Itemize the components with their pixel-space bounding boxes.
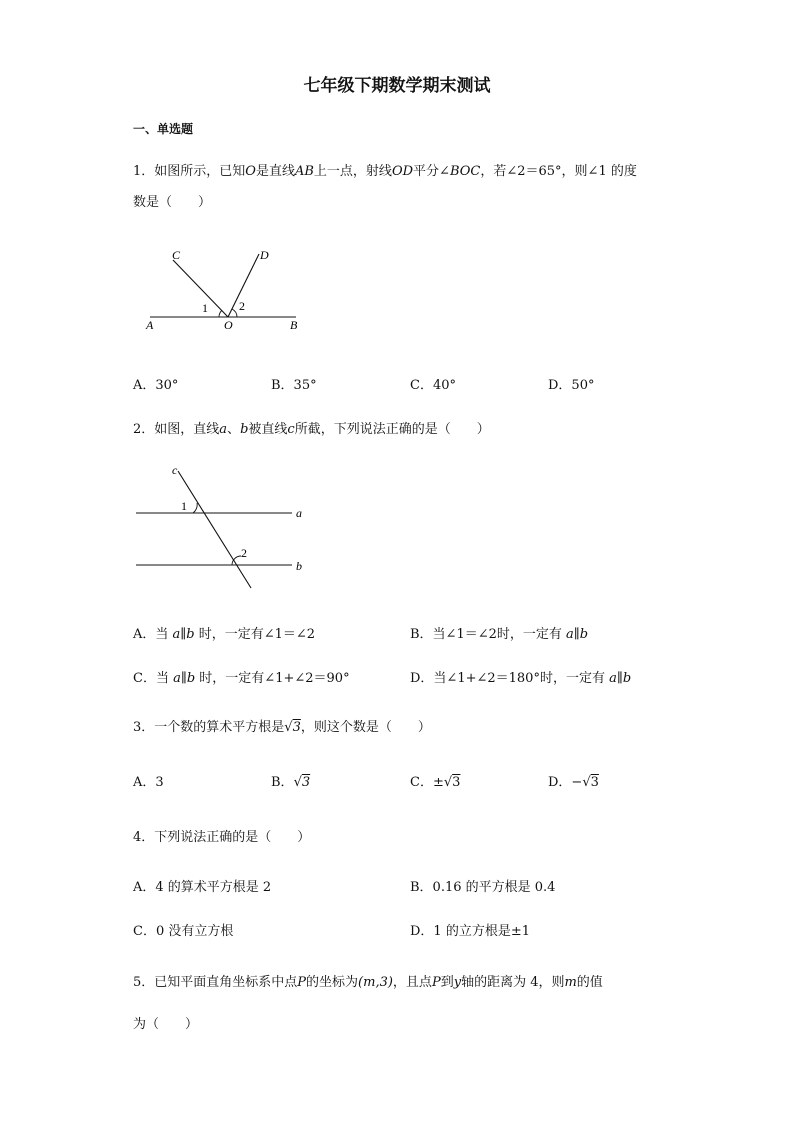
label-b: b [296, 559, 302, 573]
q3-option-c: C．±√3 [410, 775, 461, 790]
label-c: C [172, 248, 181, 262]
line-c [178, 471, 251, 588]
q2-option-c: C．当 a∥b 时，一定有∠1+∠2＝90° [133, 671, 350, 686]
ray-oc [173, 260, 228, 317]
question-5-line-1: 5．已知平面直角坐标系中点P的坐标为(m,3)，且点P到y轴的距离为 4，则m的值 [133, 975, 603, 990]
question-2-figure [130, 460, 320, 595]
q2-option-d: D．当∠1+∠2＝180°时，一定有 a∥b [410, 671, 632, 686]
label-a: a [296, 506, 302, 520]
q4-option-a: A．4 的算术平方根是 2 [133, 880, 272, 895]
label-a: A [146, 318, 154, 332]
label-o: O [224, 318, 233, 332]
q4-option-c: C．0 没有立方根 [133, 924, 234, 939]
section-heading: 一、单选题 [133, 122, 194, 136]
label-c: c [172, 463, 178, 477]
label-b: B [290, 318, 298, 332]
sqrt-icon: √ [284, 720, 293, 735]
q3-option-b: B．√3 [271, 775, 311, 790]
angle-2-arc [232, 556, 241, 565]
q2-option-b: B．当∠1＝∠2时，一定有 a∥b [410, 627, 589, 642]
question-4-text: 4．下列说法正确的是（ ） [133, 830, 311, 845]
q3-option-a: A．3 [133, 775, 164, 790]
q4-option-d: D．1 的立方根是±1 [410, 924, 530, 939]
q1-option-a: A．30° [133, 378, 179, 393]
label-angle-1: 1 [181, 499, 187, 513]
label-angle-2: 2 [239, 299, 245, 313]
angle-2-arc [232, 309, 237, 317]
sqrt-icon: √ [293, 775, 302, 790]
label-angle-1: 1 [202, 301, 208, 315]
page-title: 七年级下期数学期末测试 [303, 76, 491, 96]
angle-1-arc [219, 311, 222, 318]
q2-option-a: A．当 a∥b 时，一定有∠1＝∠2 [133, 627, 316, 642]
question-1-line-2: 数是（ ） [133, 195, 212, 210]
sqrt-icon: √ [443, 775, 453, 790]
label-angle-2: 2 [241, 546, 247, 560]
q3-option-d: D．−√3 [548, 775, 599, 790]
angle-1-arc [193, 503, 197, 513]
question-1-line-1: 1．如图所示，已知O是直线AB上一点，射线OD平分∠BOC，若∠2＝65°，则∠1 的度 [133, 164, 637, 179]
label-d: D [260, 248, 269, 262]
q1-option-b: B．35° [271, 378, 317, 393]
question-1-figure [140, 240, 320, 340]
question-2-text: 2．如图，直线a、b被直线c所截，下列说法正确的是（ ） [133, 422, 490, 437]
q1-option-d: D．50° [548, 378, 595, 393]
sqrt-icon: √ [582, 775, 591, 790]
question-5-line-2: 为（ ） [133, 1017, 199, 1032]
q4-option-b: B．0.16 的平方根是 0.4 [410, 880, 556, 895]
q1-option-c: C．40° [410, 378, 456, 393]
question-3-text: 3．一个数的算术平方根是√3，则这个数是（ ） [133, 720, 431, 735]
